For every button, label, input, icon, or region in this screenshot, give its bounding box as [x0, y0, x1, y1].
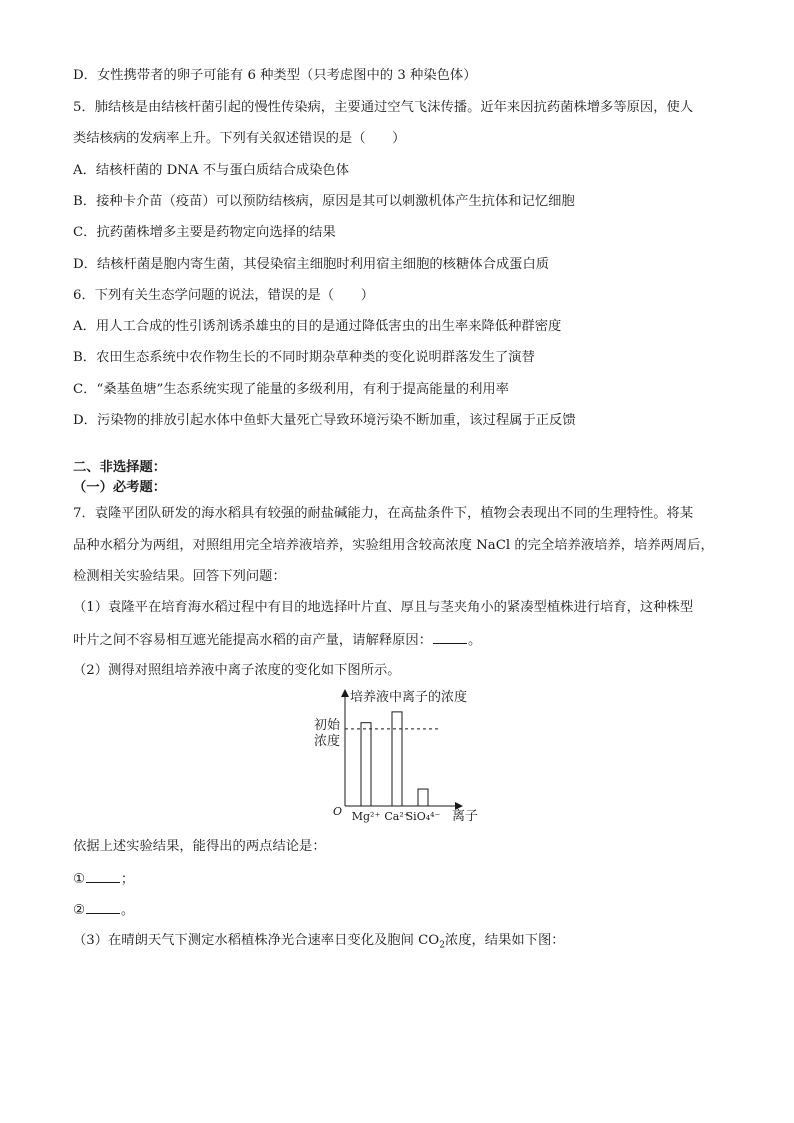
q5-stem-line1: 5．肺结核是由结核杆菌引起的慢性传染病，主要通过空气飞沫传播。近年来因抗药菌株增多等原因，使人 [73, 100, 694, 115]
q5-option-a: A．结核杆菌的 DNA 不与蛋白质结合成染色体 [73, 163, 350, 178]
answer-blank [433, 631, 467, 644]
y-axis-label: 培养液中离子的浓度 [350, 690, 468, 705]
q7-part1-text: 叶片之间不容易相互遮光能提高水稻的亩产量，请解释原因： [73, 633, 433, 648]
q6-option-c: C．“桑基鱼塘”生态系统实现了能量的多级利用，有利于提高能量的利用率 [73, 382, 509, 397]
reference-label-2: 浓度 [314, 734, 341, 749]
q7-stem-line1: 7．袁隆平团队研发的海水稻具有较强的耐盐碱能力，在高盐条件下，植物会表现出不同的生理特性。将某 [73, 506, 694, 521]
answer-blank [86, 901, 120, 914]
q7-part1-line1: （1）袁隆平在培育海水稻过程中有目的地选择叶片直、厚且与茎夹角小的紧凑型植株进行培育，这种株型 [73, 600, 694, 615]
subsection-heading: （一）必考题： [73, 480, 167, 495]
q6-option-a: A．用人工合成的性引诱剂诱杀雄虫的目的是通过降低害虫的出生率来降低种群密度 [73, 319, 562, 334]
q7-part3-text-b: 浓度，结果如下图： [444, 933, 565, 948]
q7-part1-end: 。 [468, 633, 482, 648]
q7-stem-line3: 检测相关实验结果。回答下列问题： [73, 569, 286, 584]
q7-stem-line2: 品种水稻分为两组，对照组用完全培养液培养，实验组用含较高浓度 NaCl 的完全培养液培养，培养两周后， [73, 538, 714, 553]
conclusion-1-end: ； [120, 872, 135, 887]
conclusion-2-mark: ② [73, 903, 85, 918]
q7-part2: （2）测得对照组培养液中离子浓度的变化如下图所示。 [73, 663, 401, 678]
q4-option-d: D．女性携带者的卵子可能有 6 种类型（只考虑图中的 3 种染色体） [73, 68, 477, 83]
reference-label-1: 初始 [314, 718, 341, 733]
x-tick-label-1: Ca²⁺ [384, 810, 410, 823]
origin-label: O [333, 805, 343, 818]
bar-0 [361, 723, 371, 806]
conclusion-2 [73, 901, 134, 920]
x-tick-label-0: Mg²⁺ [351, 810, 381, 823]
x-axis-label: 离子 [452, 809, 479, 824]
q5-stem-line2: 类结核病的发病率上升。下列有关叙述错误的是（ ） [73, 131, 406, 146]
q7-part3 [73, 932, 565, 955]
bar-1 [392, 712, 402, 806]
x-tick-label-2: SiO₄⁴⁻ [405, 810, 441, 823]
q5-option-c: C．抗药菌株增多主要是药物定向选择的结果 [73, 225, 336, 240]
conclusion-2-end: 。 [120, 903, 135, 918]
conclusion-intro: 依据上述实验结果，能得出的两点结论是： [73, 839, 326, 854]
q5-option-b: B．接种卡介苗（疫苗）可以预防结核病，原因是其可以刺激机体产生抗体和记忆细胞 [73, 194, 575, 209]
q6-stem: 6．下列有关生态学问题的说法，错误的是（ ） [73, 288, 374, 303]
q7-part1-line2 [73, 631, 481, 650]
section-heading: 二、非选择题： [73, 460, 167, 475]
conclusion-1-mark: ① [73, 872, 85, 887]
answer-blank [86, 870, 120, 883]
q6-option-d: D．污染物的排放引起水体中鱼虾大量死亡导致环境污染不断加重，该过程属于正反馈 [73, 413, 576, 428]
bar-2 [418, 789, 428, 806]
q7-part3-text-a: （3）在晴朗天气下测定水稻植株净光合速率日变化及胞间 CO [73, 933, 440, 948]
conclusion-1 [73, 870, 134, 889]
co2-subscript: 2 [439, 940, 445, 951]
ion-concentration-chart [300, 684, 500, 826]
q5-option-d: D．结核杆菌是胞内寄生菌，其侵染宿主细胞时利用宿主细胞的核糖体合成蛋白质 [73, 257, 550, 272]
q6-option-b: B．农田生态系统中农作物生长的不同时期杂草种类的变化说明群落发生了演替 [73, 350, 535, 365]
